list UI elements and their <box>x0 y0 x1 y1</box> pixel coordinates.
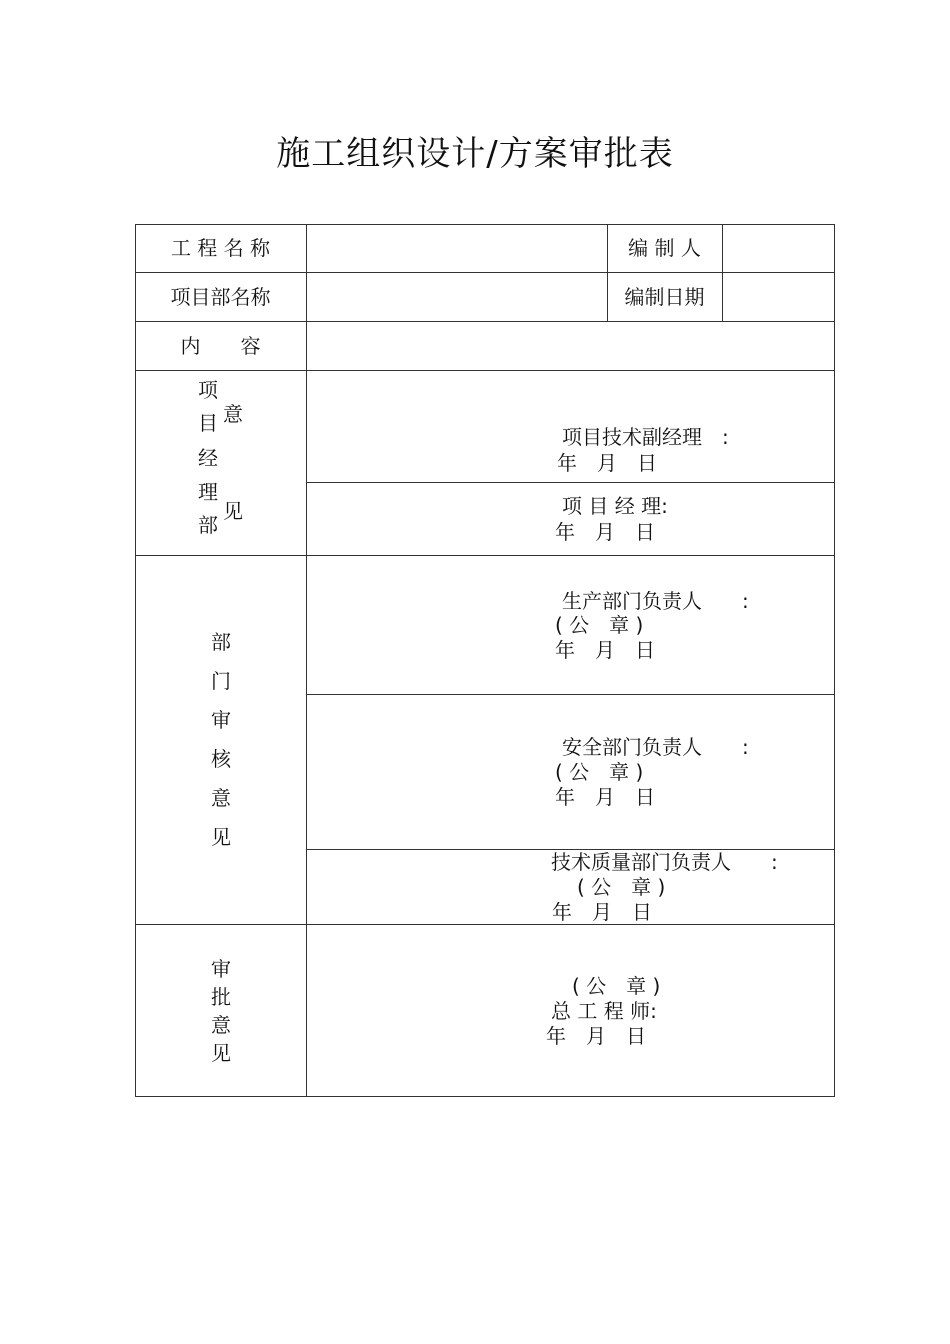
pm-dept-opinion-char: 意 <box>223 402 243 426</box>
production-head-sign: 生产部门负责人 : <box>562 589 749 613</box>
compile-date-field[interactable] <box>723 273 834 321</box>
chief-engineer-sign: 总 工 程 师: <box>551 999 657 1023</box>
table-border-bottom <box>135 1096 835 1097</box>
dept-name-label: 项目部名称 <box>170 285 271 309</box>
dept-review-label-char: 见 <box>211 825 231 849</box>
tech-deputy-manager-sign: 项目技术副经理 : <box>562 425 729 449</box>
safety-date: 年 月 日 <box>555 785 655 809</box>
production-date: 年 月 日 <box>555 638 655 662</box>
tech-deputy-opinion-field[interactable] <box>307 371 834 482</box>
project-name-field[interactable] <box>307 225 606 272</box>
project-name-label: 工 程 名 称 <box>170 236 271 260</box>
pm-opinion-field[interactable] <box>307 483 834 555</box>
approval-label-char: 审 <box>211 957 231 981</box>
approval-label-char: 批 <box>211 985 231 1009</box>
quality-opinion-field[interactable] <box>307 850 834 924</box>
pm-dept-label-char: 经 <box>198 446 218 470</box>
compiler-field[interactable] <box>723 225 834 272</box>
approval-opinion-field[interactable] <box>307 925 834 1096</box>
dept-review-label-char: 部 <box>211 630 231 654</box>
pm-dept-label-char: 项 <box>198 378 218 402</box>
dept-review-label-char: 门 <box>211 669 231 693</box>
project-manager-sign: 项 目 经 理: <box>562 494 668 518</box>
safety-opinion-field[interactable] <box>307 695 834 849</box>
content-field[interactable] <box>307 322 834 370</box>
safety-head-sign: 安全部门负责人 : <box>562 735 749 759</box>
quality-date: 年 月 日 <box>552 900 652 924</box>
production-opinion-field[interactable] <box>307 556 834 694</box>
approval-date: 年 月 日 <box>546 1024 646 1048</box>
safety-seal: ( 公 章 ) <box>555 760 644 784</box>
content-label: 内 容 <box>180 334 261 358</box>
dept-review-label-char: 意 <box>211 786 231 810</box>
approval-label-char: 意 <box>211 1013 231 1037</box>
table-border-right <box>834 224 835 1097</box>
pm-dept-label-char: 部 <box>198 513 218 537</box>
approval-form-table <box>135 224 835 1097</box>
quality-seal: ( 公 章 ) <box>577 875 666 899</box>
pm-dept-label-char: 理 <box>198 480 218 504</box>
project-manager-date: 年 月 日 <box>555 520 655 544</box>
approval-seal: ( 公 章 ) <box>572 974 661 998</box>
quality-head-sign: 技术质量部门负责人 : <box>551 850 778 874</box>
pm-dept-label-char: 目 <box>198 411 218 435</box>
production-seal: ( 公 章 ) <box>555 613 644 637</box>
pm-dept-opinion-char: 见 <box>223 499 243 523</box>
dept-review-label-char: 审 <box>211 708 231 732</box>
compile-date-label: 编制日期 <box>624 285 705 309</box>
dept-name-field[interactable] <box>307 273 606 321</box>
tech-deputy-date: 年 月 日 <box>557 451 657 475</box>
page-title: 施工组织设计/方案审批表 <box>276 134 674 174</box>
approval-label-char: 见 <box>211 1041 231 1065</box>
dept-review-label-char: 核 <box>211 747 231 771</box>
compiler-label: 编 制 人 <box>628 236 701 260</box>
